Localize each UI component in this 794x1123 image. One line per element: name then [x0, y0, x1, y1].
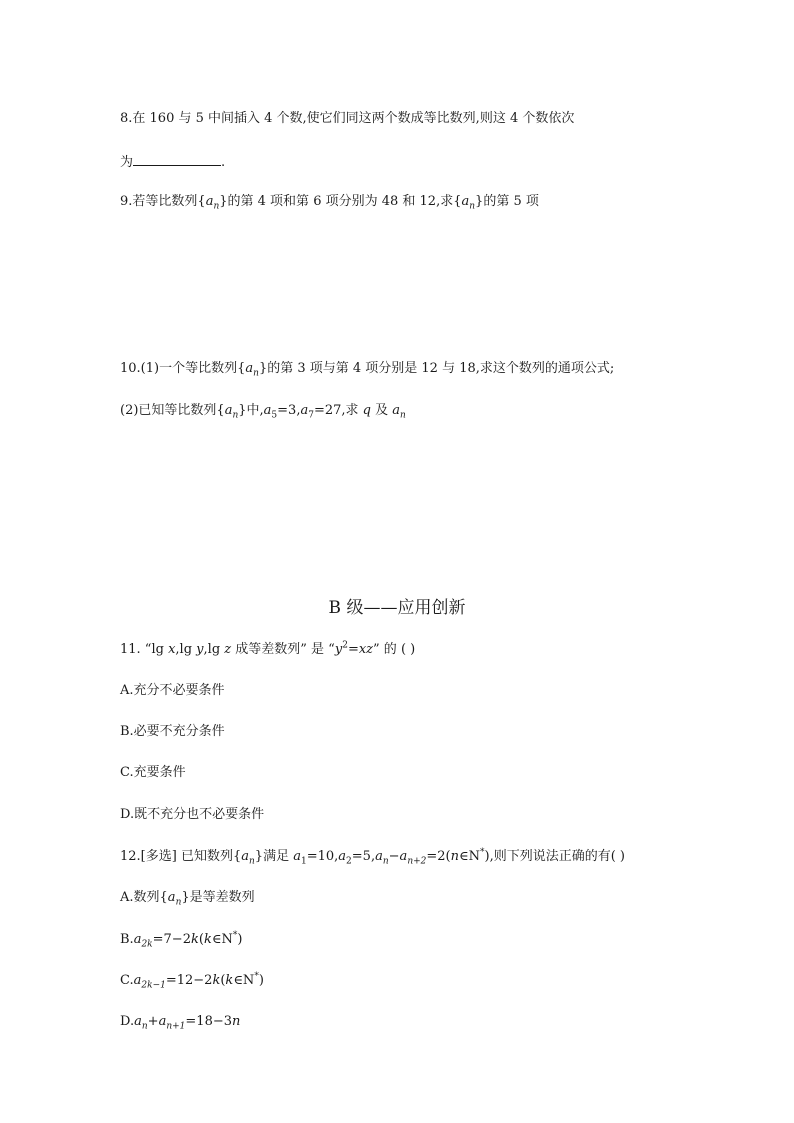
sub-n: n [141, 1021, 148, 1032]
sup-star: * [232, 930, 238, 941]
q11-text-1: 11. “lg [120, 642, 169, 657]
q12-d-text-1: D. [120, 1014, 135, 1029]
q10-text-3: (2)已知等比数列{ [120, 403, 225, 418]
q12-b-text-2: =7−2 [152, 932, 191, 947]
q12-c-text-5: ) [258, 973, 264, 988]
q12-d-text-3: =18−3 [185, 1014, 233, 1029]
sym-a: a [245, 361, 254, 376]
sym-a: a [338, 849, 347, 864]
q8-prefix: 为 [120, 155, 134, 170]
sub-n: n [249, 856, 255, 867]
sub-n-plus-1: n+1 [166, 1021, 186, 1032]
q10-text-5: =3, [277, 403, 301, 418]
sym-a: a [133, 932, 142, 947]
q11-option-a: A.充分不必要条件 [120, 683, 225, 698]
q11-text-5: = [347, 642, 359, 657]
q10-text-4: }中, [238, 403, 264, 418]
question-12 [120, 849, 625, 865]
q12-c-text-2: =12−2 [165, 973, 213, 988]
q12-text-6: =2( [426, 849, 451, 864]
question-11 [120, 642, 415, 658]
sup-star: * [480, 847, 485, 858]
sym-a: a [392, 403, 401, 418]
sym-y: y [334, 642, 343, 657]
sym-a: a [263, 403, 272, 418]
sup-2: 2 [342, 640, 348, 651]
sym-k: k [225, 973, 234, 988]
sym-a: a [300, 403, 309, 418]
q12-a-text-2: }是等差数列 [181, 890, 255, 905]
sym-k: k [190, 932, 199, 947]
sym-k: k [212, 973, 221, 988]
q9-text-3: }的第 5 项 [475, 194, 539, 209]
sub-n: n [400, 410, 406, 421]
q11-text-2: ,lg [175, 642, 197, 657]
sym-n: n [232, 1014, 241, 1029]
sym-a: a [134, 1014, 142, 1029]
sub-n: n [469, 201, 476, 212]
q12-d-text-2: + [147, 1014, 159, 1029]
question-8-line-1: 8.在 160 与 5 中间插入 4 个数,使它们同这两个数成等比数列,则这 4 个数依次 [120, 111, 575, 126]
sym-xz: xz [358, 642, 374, 657]
sym-a: a [133, 973, 142, 988]
sub-n: n [232, 410, 239, 421]
sym-x: x [168, 642, 176, 657]
q10-text-7: 及 [370, 403, 393, 418]
q12-text-8: ),则下列说法正确的有( ) [484, 849, 625, 864]
sym-k: k [203, 932, 212, 947]
question-8-line-2 [120, 153, 225, 171]
q12-text-4: =5, [351, 849, 376, 864]
q12-c-text-4: ∈N [233, 973, 255, 988]
q9-text-1: 9.若等比数列{ [120, 194, 206, 209]
q12-text-5: − [388, 849, 400, 864]
q11-option-d: D.既不充分也不必要条件 [120, 807, 265, 822]
q12-c-text-3: ( [220, 973, 226, 988]
question-10-part-2 [120, 403, 406, 419]
sym-y: y [196, 642, 204, 657]
sub-2: 2 [346, 856, 352, 867]
sub-1: 1 [300, 856, 307, 867]
sub-7: 7 [308, 410, 314, 421]
question-9 [120, 194, 539, 210]
q12-text-7: ∈N [459, 849, 481, 864]
q11-option-b: B.必要不充分条件 [120, 724, 225, 739]
q12-option-d [120, 1014, 240, 1030]
section-b-title: B 级——应用创新 [328, 598, 466, 618]
q10-text-1: 10.(1)一个等比数列{ [120, 361, 246, 376]
question-10-part-1 [120, 361, 614, 377]
q12-option-a [120, 890, 255, 906]
q11-text-6: ” 的 ( ) [373, 642, 416, 657]
sym-a: a [375, 849, 383, 864]
sym-n: n [450, 849, 460, 864]
q12-b-text-1: B. [120, 932, 134, 947]
sym-a: a [167, 890, 176, 905]
sym-a: a [461, 194, 470, 209]
q12-b-text-5: ) [237, 932, 243, 947]
sub-n: n [213, 201, 220, 212]
sym-z: z [224, 642, 232, 657]
q11-text-4: 成等差数列” 是 “ [231, 642, 335, 657]
sub-2k: 2k [141, 939, 153, 950]
q11-text-3: ,lg [203, 642, 225, 657]
q9-text-2: }的第 4 项和第 6 项分别为 48 和 12,求{ [219, 194, 462, 209]
sub-n: n [382, 856, 389, 867]
sym-a: a [205, 194, 214, 209]
sub-2k-minus-1: 2k−1 [141, 980, 166, 991]
sub-n-plus-2: n+2 [407, 856, 427, 867]
q11-option-c: C.充要条件 [120, 765, 186, 780]
q12-option-c [120, 973, 264, 989]
sub-5: 5 [271, 410, 278, 421]
sym-a: a [293, 849, 301, 864]
q8-suffix: . [221, 155, 226, 170]
q12-text-2: }满足 [254, 849, 294, 864]
sup-star: * [254, 971, 259, 982]
q12-text-1: 12.[多选] 已知数列{ [120, 849, 242, 864]
sym-a: a [399, 849, 408, 864]
sub-n: n [175, 897, 182, 908]
q12-b-text-4: ∈N [211, 932, 233, 947]
sub-n: n [253, 368, 259, 379]
q12-text-3: =10, [306, 849, 339, 864]
sym-a: a [158, 1014, 167, 1029]
q12-a-text-1: A.数列{ [120, 890, 168, 905]
answer-blank [133, 153, 221, 166]
sym-a: a [224, 403, 233, 418]
sym-q: q [362, 403, 371, 418]
q12-b-text-3: ( [198, 932, 204, 947]
q10-text-6: =27,求 [313, 403, 363, 418]
q12-c-text-1: C. [120, 973, 134, 988]
sym-a: a [241, 849, 249, 864]
q12-option-b [120, 932, 242, 948]
q10-text-2: }的第 3 项与第 4 项分别是 12 与 18,求这个数列的通项公式; [258, 361, 615, 376]
